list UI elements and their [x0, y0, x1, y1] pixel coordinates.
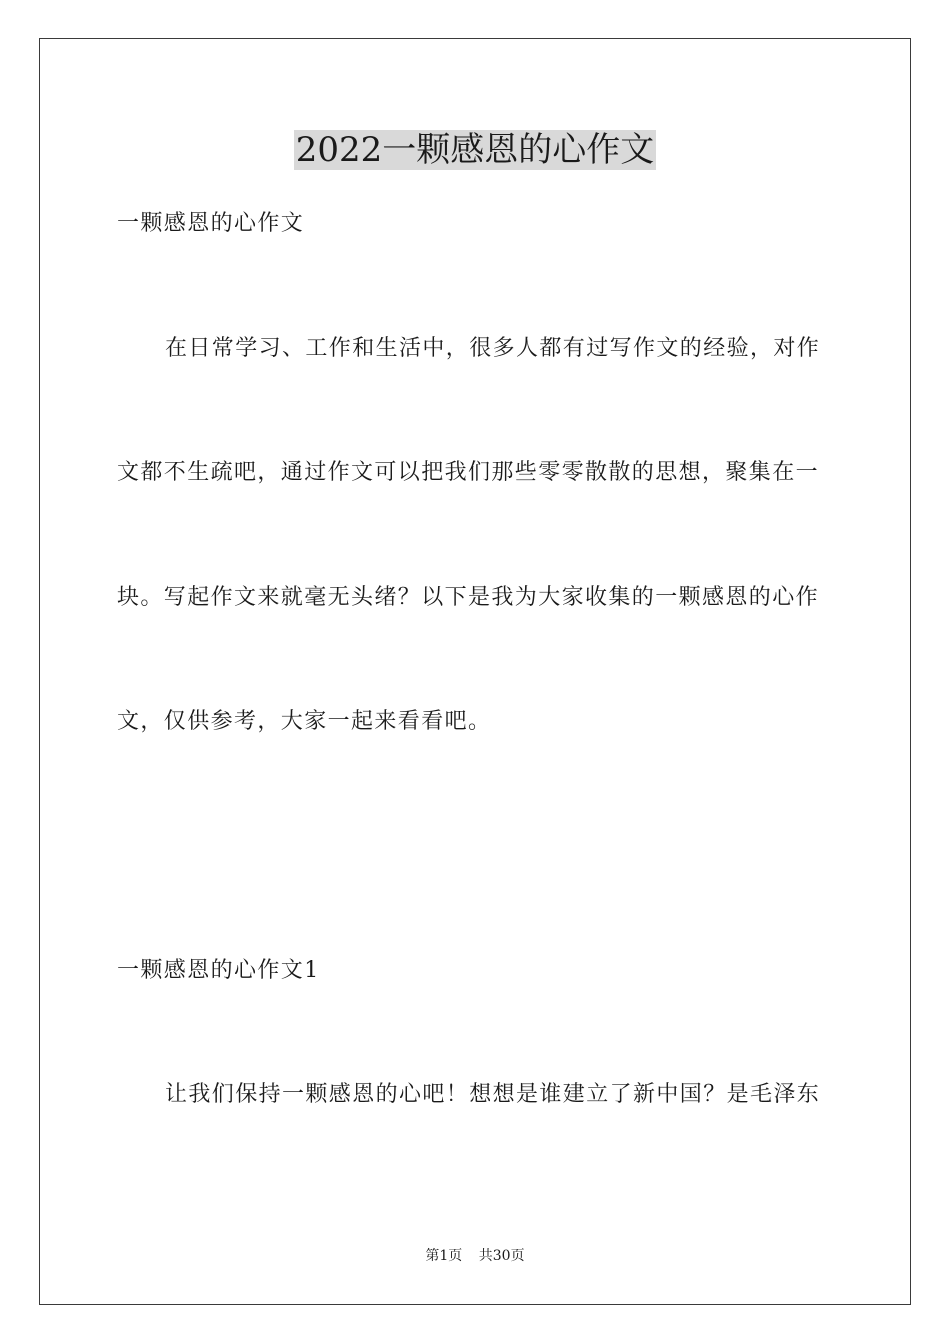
paragraph-line: 块。写起作文来就毫无头绪？以下是我为大家收集的一颗感恩的心作 — [117, 585, 820, 610]
section-heading: 一颗感恩的心作文1 — [117, 958, 320, 983]
paragraph-line: 文，仅供参考，大家一起来看看吧。 — [117, 709, 492, 734]
document-title — [0, 128, 950, 172]
subtitle: 一颗感恩的心作文 — [117, 211, 305, 236]
paragraph-line: 让我们保持一颗感恩的心吧！想想是谁建立了新中国？是毛泽东 — [165, 1082, 821, 1107]
title-text: 2022一颗感恩的心作文 — [295, 130, 655, 170]
page-footer — [0, 1246, 950, 1266]
total-pages: 共30页 — [478, 1248, 525, 1264]
page-number: 第1页 — [425, 1248, 463, 1264]
paragraph-line: 在日常学习、工作和生活中，很多人都有过写作文的经验，对作 — [165, 336, 821, 361]
paragraph-line: 文都不生疏吧，通过作文可以把我们那些零零散散的思想，聚集在一 — [117, 460, 820, 485]
